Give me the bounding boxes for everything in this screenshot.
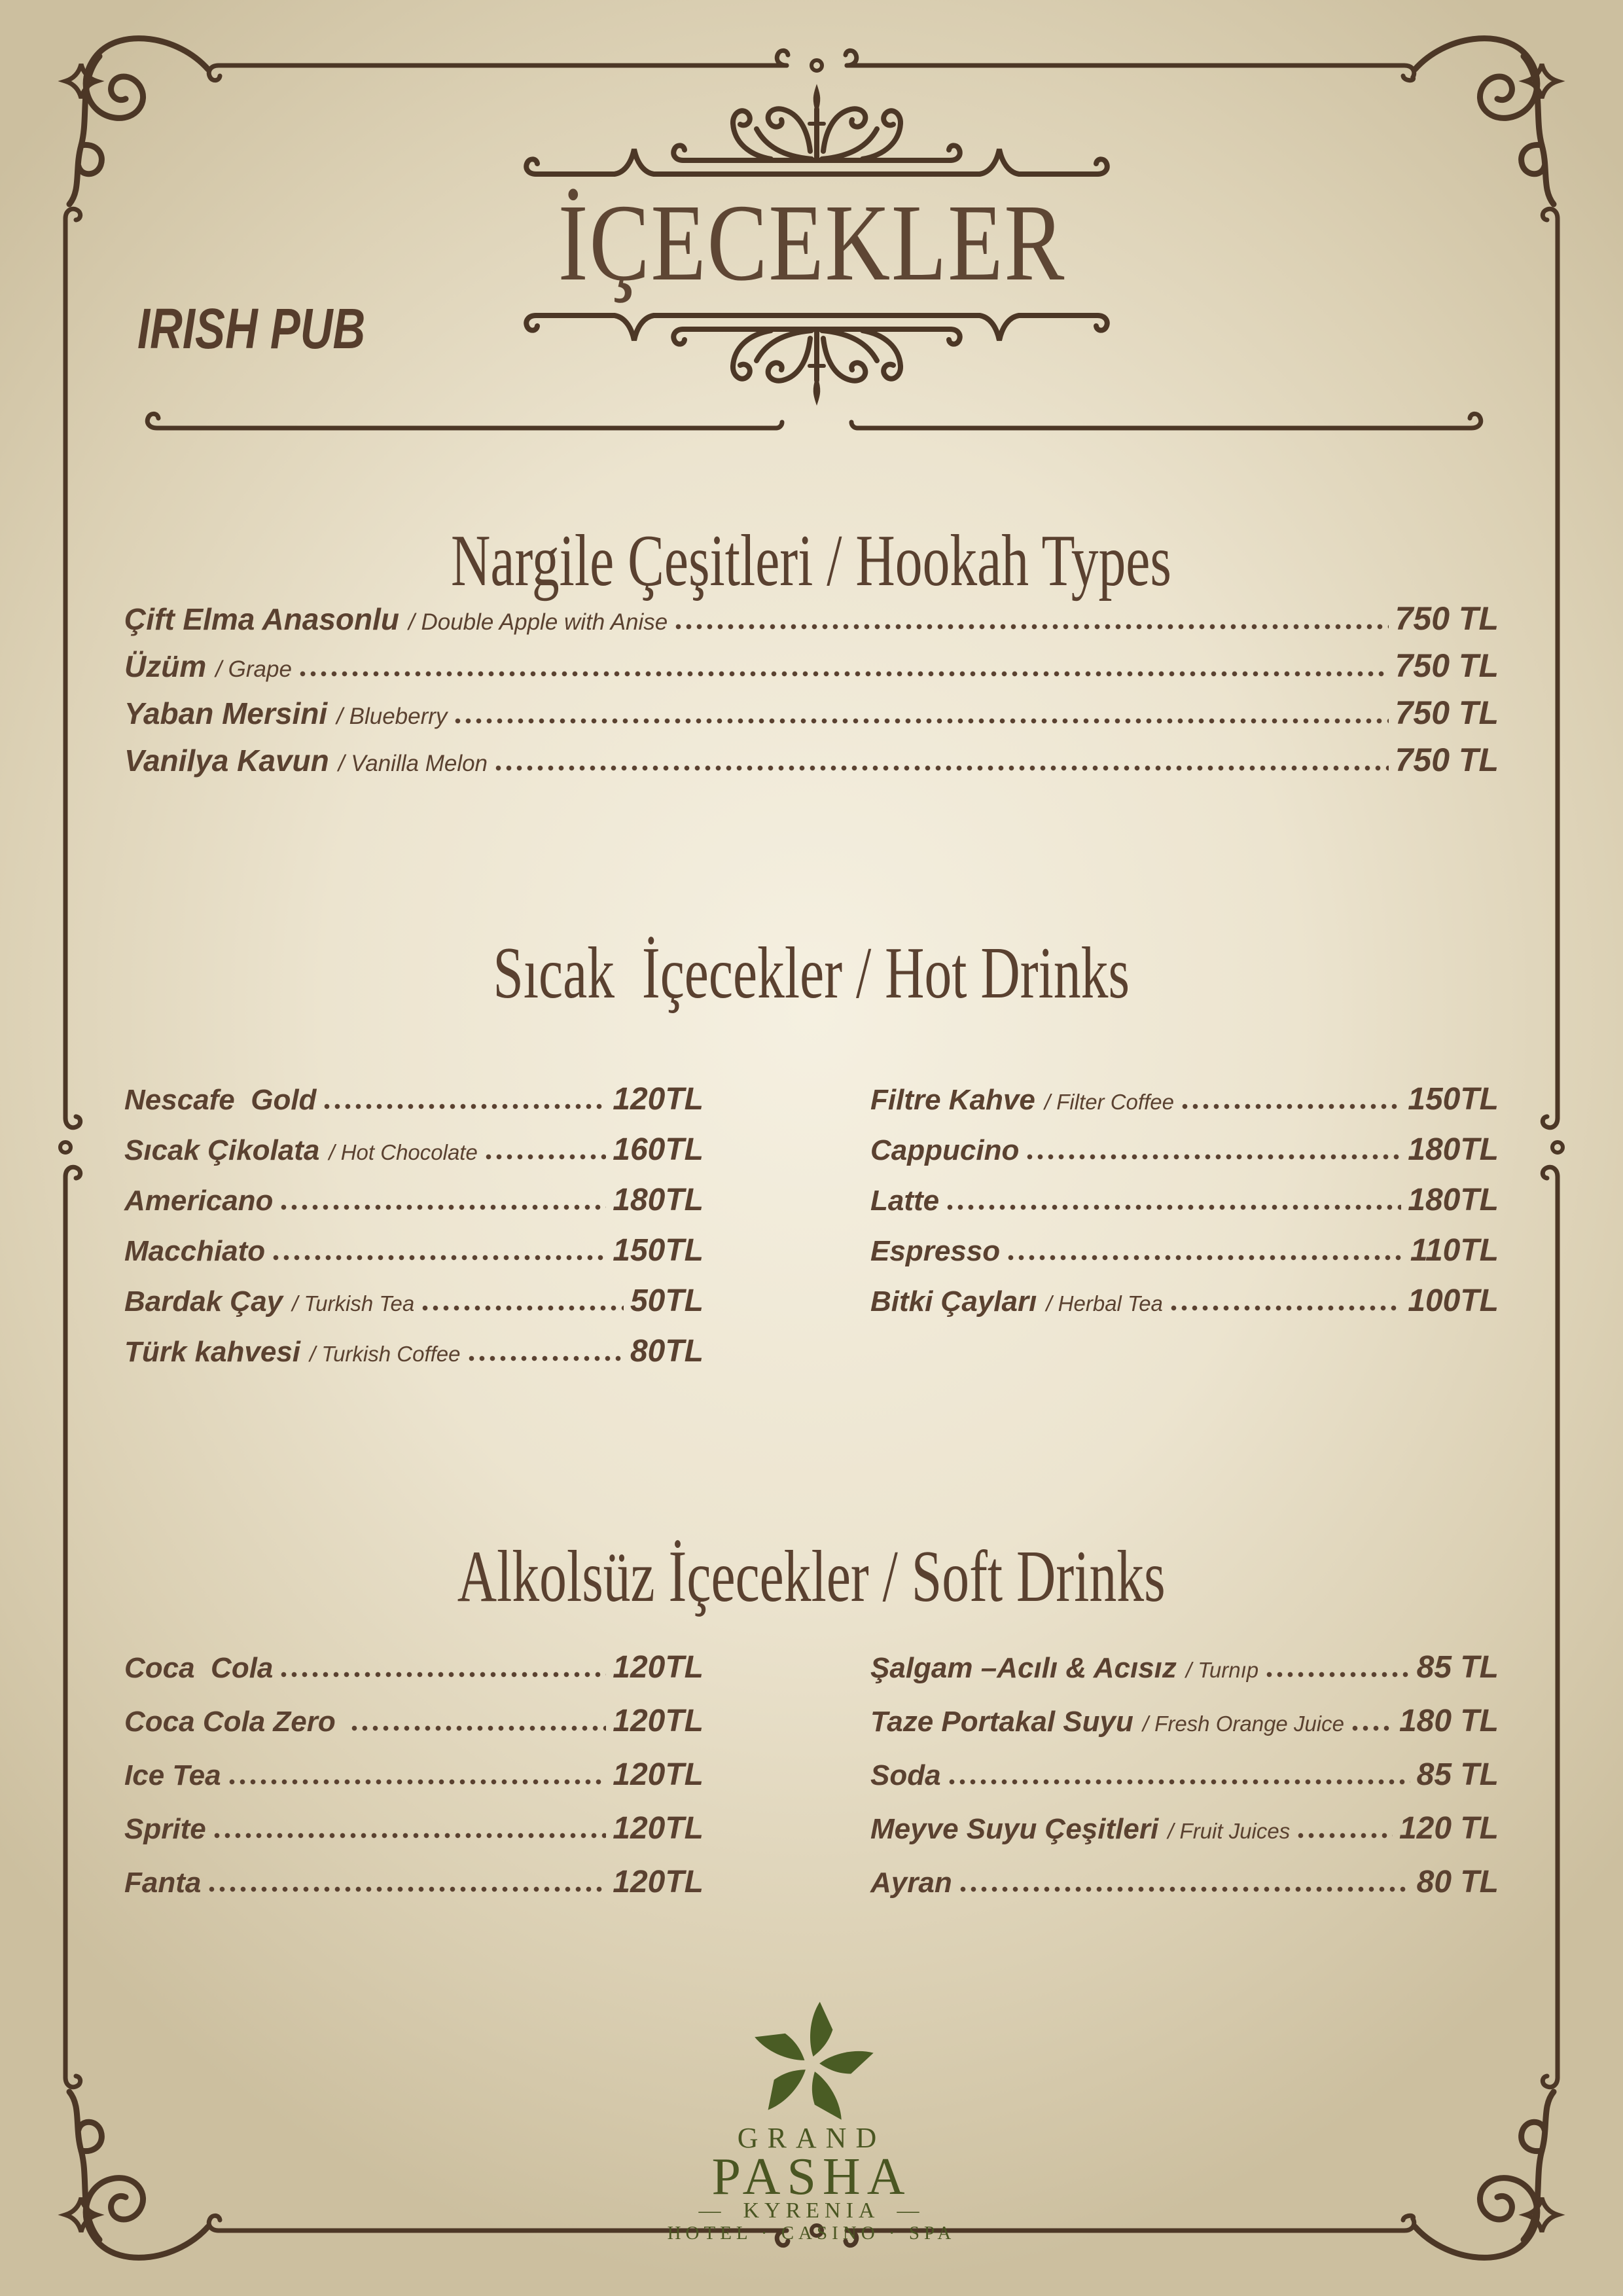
menu-item-row [124,1864,704,1918]
item-price: 120TL [613,1704,704,1738]
soft-drinks-right-column [870,1649,1499,1918]
section-heading-soft-drinks: Alkolsüz İçecekler / Soft Drinks [457,1535,1166,1617]
dot-leader [675,624,1388,630]
dot-leader [281,1204,606,1210]
item-price: 120TL [613,1650,704,1685]
dot-leader [281,1672,606,1677]
item-name: Sprite [124,1813,206,1845]
dot-leader [422,1305,624,1311]
menu-item-row [124,1283,704,1333]
item-name: Coca Cola Zero [124,1706,344,1738]
item-name: Latte [870,1185,940,1217]
item-name: Nescafe Gold [124,1084,317,1116]
dot-leader [229,1779,607,1785]
item-name: Çift Elma Anasonlu [124,602,399,636]
item-name: Sıcak Çikolata [124,1134,320,1166]
item-price: 180 TL [1399,1704,1499,1738]
dot-leader [300,671,1389,677]
item-name: Filtre Kahve [870,1084,1035,1116]
item-price: 80 TL [1416,1865,1499,1899]
menu-item-row [124,694,1499,741]
item-name: Espresso [870,1235,1001,1267]
item-price: 50TL [630,1283,704,1318]
section-heading-hot-drinks: Sıcak İçecekler / Hot Drinks [493,931,1130,1014]
dot-leader [1171,1305,1401,1311]
hookah-items [124,600,1499,788]
item-price: 150TL [1408,1082,1499,1117]
item-price: 85 TL [1416,1650,1499,1685]
menu-item-row [870,1283,1499,1333]
dash-ornament: — [897,2198,925,2223]
item-name-en: / Herbal Tea [1046,1291,1163,1316]
dot-leader [1027,1154,1401,1160]
item-name: Şalgam –Acılı & Acısız [870,1652,1177,1684]
item-name: Ice Tea [124,1759,221,1791]
item-name: Türk kahvesi [124,1336,301,1368]
menu-item-row [124,1132,704,1182]
dot-leader [351,1725,606,1731]
item-price: 80TL [630,1334,704,1369]
menu-item-row [124,1810,704,1864]
item-price: 120TL [613,1082,704,1117]
item-name: Meyve Suyu Çeşitleri [870,1813,1159,1845]
pinwheel-star-icon [747,2000,876,2128]
item-price: 750 TL [1395,647,1499,684]
hot-drinks-right-column [870,1081,1499,1333]
item-name: Coca Cola [124,1652,274,1684]
item-name-en: / Turkish Tea [292,1291,415,1316]
item-price: 750 TL [1395,694,1499,731]
item-price: 750 TL [1395,600,1499,637]
brand-location [0,2199,1623,2223]
item-name: Fanta [124,1867,202,1899]
page-title: İÇECEKLER [558,182,1065,304]
menu-item-row [124,600,1499,647]
dot-leader [455,718,1388,724]
dot-leader [1182,1103,1401,1109]
hot-drinks-left-column [124,1081,704,1384]
dot-leader [947,1204,1401,1210]
dot-leader [1298,1833,1393,1839]
item-price: 150TL [613,1233,704,1268]
dot-leader [960,1886,1410,1892]
item-name-en: / Grape [215,656,292,682]
menu-item-row [124,1182,704,1232]
brand-tagline: HOTEL · CASINO · SPA [667,2223,956,2244]
dot-leader [495,765,1389,771]
item-name-en: / Blueberry [336,704,448,729]
dot-leader [1266,1672,1410,1677]
dot-leader [214,1833,607,1839]
item-name-en: / Fresh Orange Juice [1142,1712,1344,1736]
item-name: Macchiato [124,1235,266,1267]
item-price: 120 TL [1399,1811,1499,1846]
item-name: Bitki Çayları [870,1285,1037,1318]
menu-item-row [124,1703,704,1757]
section-heading-hookah: Nargile Çeşitleri / Hookah Types [451,519,1172,601]
menu-item-row [124,1081,704,1132]
menu-item-row [870,1649,1499,1703]
item-name: Vanilya Kavun [124,744,329,778]
brand-name-top: GRAND [737,2122,886,2154]
dot-leader [486,1154,606,1160]
dot-leader [273,1255,606,1261]
item-name: Üzüm [124,649,207,683]
item-name: Ayran [870,1867,952,1899]
menu-item-row [124,1232,704,1283]
item-price: 160TL [613,1132,704,1167]
item-name-en: / Turnıp [1185,1658,1259,1682]
item-name: Bardak Çay [124,1285,283,1318]
item-price: 180TL [1408,1132,1499,1167]
menu-item-row [124,1649,704,1703]
item-price: 750 TL [1395,742,1499,778]
venue-label: IRISH PUB [137,296,366,361]
item-price: 180TL [613,1183,704,1217]
menu-item-row [870,1757,1499,1810]
item-name: Soda [870,1759,941,1791]
menu-item-row [870,1232,1499,1283]
item-price: 110TL [1410,1233,1499,1268]
dot-leader [1352,1725,1393,1731]
menu-item-row [870,1703,1499,1757]
item-price: 120TL [613,1811,704,1846]
item-price: 120TL [613,1757,704,1792]
item-name-en: / Double Apple with Anise [408,609,668,635]
item-name: Taze Portakal Suyu [870,1706,1133,1738]
item-price: 120TL [613,1865,704,1899]
item-price: 85 TL [1416,1757,1499,1792]
item-price: 100TL [1408,1283,1499,1318]
brand-location-text: KYRENIA [743,2198,880,2223]
brand-name-main: PASHA [711,2148,912,2206]
menu-item-row [124,1333,704,1384]
item-name-en: / Vanilla Melon [338,751,488,776]
item-name-en: / Filter Coffee [1044,1090,1174,1114]
item-name: Yaban Mersini [124,696,328,730]
item-price: 180TL [1408,1183,1499,1217]
dot-leader [324,1103,606,1109]
item-name: Cappucino [870,1134,1020,1166]
menu-item-row [870,1132,1499,1182]
item-name-en: / Hot Chocolate [329,1140,478,1164]
dot-leader [949,1779,1410,1785]
header-rule [147,414,1481,428]
item-name-en: / Fruit Juices [1168,1819,1291,1843]
item-name-en: / Turkish Coffee [310,1342,461,1366]
item-name: Americano [124,1185,274,1217]
dash-ornament: — [698,2198,726,2223]
soft-drinks-left-column [124,1649,704,1918]
menu-item-row [870,1182,1499,1232]
menu-item-row [124,741,1499,788]
dot-leader [1008,1255,1404,1261]
menu-item-row [870,1810,1499,1864]
menu-item-row [870,1864,1499,1918]
menu-item-row [870,1081,1499,1132]
dot-leader [209,1886,606,1892]
menu-item-row [124,1757,704,1810]
menu-item-row [124,647,1499,694]
dot-leader [469,1355,624,1361]
